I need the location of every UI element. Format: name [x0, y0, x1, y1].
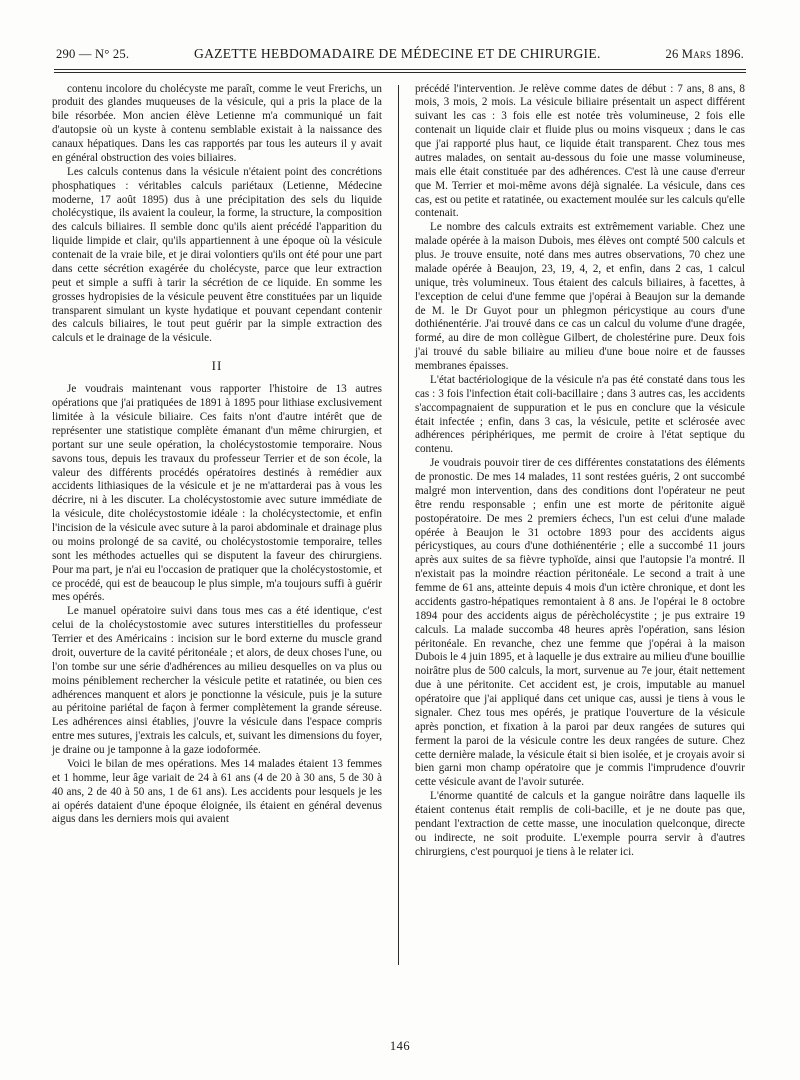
page-folio: 146 [389, 1039, 411, 1053]
column-left [52, 83, 398, 1013]
paragraph: L'énorme quantité de calculs et la gangue noirâtre dans laquelle ils étaient contenus était remplis de coli-bacille, et je ne doute pas que, pendant l'extraction de cette masse, une inoculation quelconque, directe ou indirecte, ne soit produite. L'exemple pourra servir à d'autres chirurgiens, c'est pourquoi je tiens à le relater ici. [415, 790, 745, 858]
paragraph: Je voudrais maintenant vous rapporter l'histoire de 13 autres opérations que j'ai pratiquées de 1891 à 1895 pour lithiase exclusivement limitée à la vésicule biliaire. Ces faits n'ont d'autre intérêt que de représenter une statistique complète émanant d'un même chirurgien, et portant sur une seule opération, la cholécystostomie temporaire. Nous savons tous, depuis les travaux du professeur Terrier et de son école, la valeur des différents procédés opératoires destinés à remédier aux accidents lithiasiques de la vésicule et je ne m'attarderai pas à vous les décrire, ni à les discuter. La cholécystostomie avec suture immédiate de la vésicule, dite cholécystostomie idéale : la cholécystectomie, et enfin l'incision de la vésicule avec suture à la paroi abdominale et drainage plus ou moins prolongé de sa cavité, ou cholécystostomie temporaire, telles sont les méthodes actuelles qui se disputent la faveur des chirurgiens. Pour ma part, je n'ai eu l'occasion de pratiquer que la cholécystostomie, et ce procédé, qui est de beaucoup le plus simple, m'a toujours suffi à guérir mes opérés. [52, 383, 382, 604]
running-head [52, 46, 748, 62]
running-head-right: 26 Mars 1896. [665, 47, 744, 61]
running-head-left: 290 — N° 25. [56, 47, 130, 61]
paragraph: Le manuel opératoire suivi dans tous mes cas a été identique, c'est celui de la cholécystostomie avec sutures interstitielles du professeur Terrier et des Américains : incision sur le bord externe du muscle grand droit, ouverture de la cavité péritonéale ; et alors, de deux choses l'une, ou l'on tombe sur une série d'adhérences au milieu desquelles on va plus ou moins péniblement rechercher la vésicule petite et ratatinée, ou bien ces adhérences manquent et alors je ponctionne la vésicule, puis je la suture au péritoine pariétal de façon à fermer complètement la grande séreuse. Les adhérences ainsi établies, j'ouvre la vésicule dans l'espace compris entre mes sutures, j'extrais les calculs, et, suivant les dimensions du foyer, je draine ou je tamponne à la gaze iodoformée. [52, 605, 382, 757]
paragraph: précédé l'intervention. Je relève comme dates de début : 7 ans, 8 ans, 8 mois, 3 mois, 2 mois. La vésicule biliaire présentait un aspect différent suivant les cas : 3 fois elle est notée très volumineuse, 2 fois elle contenait un liquide clair et fluide plus ou moins visqueux ; dans le cas que j'ai rapporté plus haut, ce liquide était transparent. Chez tous mes autres malades, on sentait au-dessous du foie une masse volumineuse, mais elle était constituée par des adhérences. C'est là une cause d'erreur que M. Terrier et moi-même avons déjà signalée. La vésicule, dans ces cas, est ou petite et ratatinée, ou exactement moulée sur les calculs qu'elle contenait. [415, 82, 745, 220]
paragraph: Voici le bilan de mes opérations. Mes 14 malades étaient 13 femmes et 1 homme, leur âge variait de 24 à 61 ans (4 de 20 à 30 ans, 5 de 30 à 40 ans, 2 de 40 à 50 ans, 1 de 61 ans). Les accidents pour lesquels je les ai opérés dataient d'une époque éloignée, ils étaient en général devenus aigus dans les derniers mois qui avaient [52, 757, 382, 826]
paragraph: Je voudrais pouvoir tirer de ces différentes constatations des éléments de pronostic. De mes 14 malades, 11 sont restées guéris, 2 ont succombé malgré mon intervention, dans des conditions dont l'opérateur ne peut être rendu responsable ; enfin une est morte de péritonite aiguë postopératoire. De mes 2 premiers échecs, l'un est celui d'une malade opérée à Beaujon le 31 octobre 1893 pour des accidents aigus péricystiques, au cours d'une dothiénentérie ; elle a succombé 11 jours après aux suites de sa fièvre typhoïde, ainsi que l'autopsie l'a montré. Il n'existait pas la moindre réaction péritonéale. Le second a trait à une femme de 61 ans, atteinte depuis 4 mois d'un ictère chronique, et dont les accidents gastro-hépatiques remontaient à 8 ans. Je l'opérai le 8 octobre 1894 pour des accidents aigus de pérècholécystite ; je pus extraire 19 calculs. La malade succomba 48 heures après l'opération, sans lésion péritonéale. En revanche, chez une femme que j'opérai à la maison Dubois le 4 juin 1895, et à laquelle je dus extraire au milieu d'une bouillie noirâtre plus de 500 calculs, la mort, survenue au 7e jour, était nettement due à une péritonite. Cet accident est, je crois, imputable au manuel opératoire que j'ai appliqué dans cet unique cas, aussi je tiens à vous le signaler. Chez tous mes opérés, je pratique l'ouverture de la vésicule après ponction, et fixation à la paroi par deux rangées de sutures qui ferment la paroi de la vésicule contre les deux rangées de suture. Chez cette dernière malade, la vésicule était si bien isolée, et je croyais avoir si bien garni mon champ opératoire que je commis l'imprudence d'ouvrir cette vésicule avant de l'avoir suturée. [415, 457, 745, 789]
header-rule-top [54, 69, 746, 70]
paragraph: Les calculs contenus dans la vésicule n'étaient point des concrétions phosphatiques : véritables calculs pariétaux (Letienne, Médecine moderne, 17 août 1895) dus à une précipitation des sels du liquide cholécystique, ils avaient la couleur, la forme, la structure, la composition des calculs biliaires. Il semble donc qu'ils aient précédé l'apparition du liquide limpide et clair, qu'ils appartiennent à une époque où la vésicule contenait de la vraie bile, et je dirai volontiers qu'ils ont été pour une part dans cette sécrétion exagérée du cholécyste, parce que leur extraction peut et simple a suffi à tarir la sécrétion de ce liquide. En somme les grosses hydropisies de la vésicule peuvent être constituées par un liquide transparent simulant un kyste hydatique et pouvant cependant contenir des calculs biliaires, le tout peut guérir par la simple extraction des calculs et le drainage de la vésicule. [52, 165, 382, 345]
column-right [399, 83, 745, 1013]
paragraph: contenu incolore du cholécyste me paraît, comme le veut Frerichs, un produit des glandes muqueuses de la vésicule, qui a pris la place de la bile résorbée. Mon ancien élève Letienne m'a communiqué un fait d'autopsie où un kyste à contenu semblable existait à la naissance des canaux hépatiques. Dans les cas rapportés par tous les auteurs il y avait en général obstruction des voies biliaires. [52, 82, 382, 164]
header-rule-bottom [54, 72, 746, 73]
two-column-body [52, 83, 748, 1013]
paragraph: L'état bactériologique de la vésicule n'a pas été constaté dans tous les cas : 3 fois l'infection était coli-bacillaire ; dans 3 autres cas, les accidents s'accompagnaient de suppuration et le pus en conclure que la vésicule était infectée ; enfin, dans 3 cas, la vésicule, petite et sclérosée avec adhérences périphériques, me permit de croire à l'état septique du contenu. [415, 373, 745, 456]
paragraph: Le nombre des calculs extraits est extrêmement variable. Chez une malade opérée à la maison Dubois, mes élèves ont compté 500 calculs et plus. Je trouve ensuite, noté dans mes autres observations, 70 chez une malade opérée à Beaujon, 23, 19, 4, 2, et enfin, dans 2 cas, 1 calcul unique, très volumineux. Tous étaient des calculs biliaires, à facettes, à l'exception de celui d'une femme que j'opérai à Beaujon sur la demande de M. le Dr Guyot pour un phlegmon péricystique au cours d'une dothiénentérie. J'ai trouvé dans ce cas un calcul du volume d'une dragée, formé, au dire de mon collègue Gilbert, de cholestérine pure. Deux fois j'ai trouvé du sable biliaire au milieu d'une boue noire et de fausses membranes épaisses. [415, 221, 745, 372]
running-head-title: GAZETTE HEBDOMADAIRE DE MÉDECINE ET DE CHIRURGIE. [193, 46, 601, 61]
section-number: II [211, 358, 223, 374]
